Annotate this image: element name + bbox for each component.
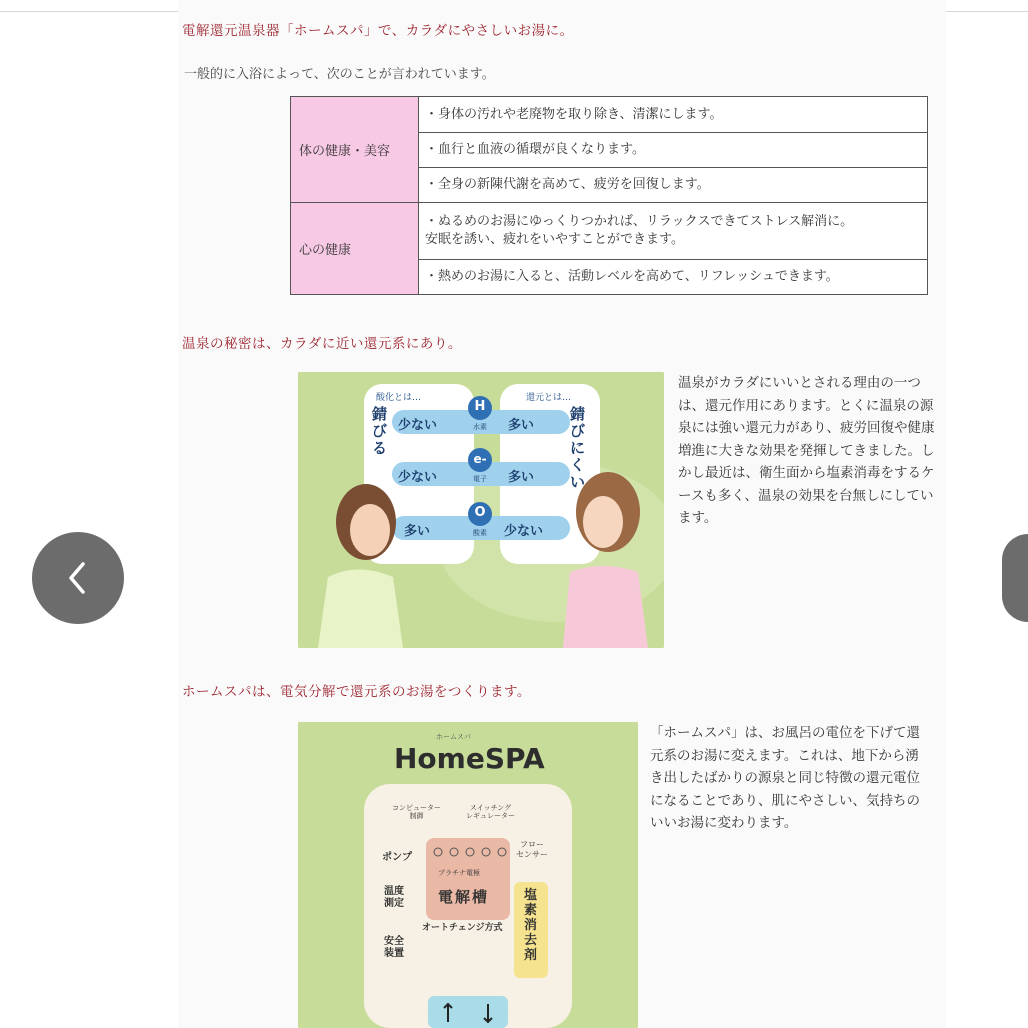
- section3-heading: ホームスパは、電気分解で還元系のお湯をつくります。: [182, 684, 531, 700]
- chevron-left-icon: [63, 558, 93, 598]
- reduction-oxygen-value: 少ない: [504, 524, 544, 539]
- homespa-logo: HomeSPA: [394, 742, 545, 775]
- safety-device-label: 安全 装置: [384, 936, 404, 959]
- auto-change-label: オートチェンジ方式: [422, 923, 503, 933]
- section1-heading: 電解還元温泉器「ホームスパ」で、カラダにやさしいお湯に。: [182, 23, 574, 39]
- oxidation-electron-value: 少ない: [398, 470, 438, 485]
- table-row: [291, 97, 928, 133]
- oxidation-title: 酸化とは…: [376, 393, 422, 403]
- benefit-item: ・ぬるめのお湯にゆっくりつかれば、リラックスできてストレス解消に。 安眠を誘い、疲れをいやすことができます。: [419, 203, 928, 260]
- hydrogen-symbol: H: [474, 399, 486, 414]
- pump-label: ポンプ: [382, 852, 412, 863]
- category-cell: 体の健康・美容: [291, 97, 419, 203]
- reduction-title: 還元とは…: [526, 393, 572, 403]
- section2-body: 温泉がカラダにいいとされる理由の一つは、還元作用にあります。とくに温泉の源泉には強い還元力があり、疲労回復や健康増進に大きな効果を発揮してきました。しかし最近は、衛生面から塩素消毒をするケースも多く、温泉の効果を台無しにしています。: [678, 375, 935, 526]
- electron-symbol: e-: [473, 452, 487, 466]
- reduction-illustration: [298, 372, 664, 648]
- computer-control-label: コンピューター 制御: [392, 804, 441, 820]
- section3-body: 「ホームスパ」は、お風呂の電位を下げて還元系のお湯に変えます。これは、地下から湧き出したばかりの源泉と同じ特徴の還元電位になることであり、肌にやさしい、気持ちのいいお湯に変わります。: [650, 725, 920, 831]
- electron-label: 電子: [473, 475, 487, 483]
- section2-heading: 温泉の秘密は、カラダに近い還元系にあり。: [182, 336, 462, 352]
- next-slide-button[interactable]: [1002, 534, 1028, 622]
- reduction-hydrogen-value: 多い: [508, 418, 535, 433]
- reduction-electron-value: 多い: [508, 470, 535, 485]
- chlorine-remover-label: 塩素消去剤: [524, 888, 538, 963]
- oxygen-symbol: O: [474, 505, 486, 520]
- oxygen-label: 酸素: [473, 529, 487, 537]
- switching-regulator-label: スイッチング レギュレーター: [466, 804, 515, 820]
- benefit-table: [290, 96, 928, 295]
- benefit-item: ・身体の汚れや老廃物を取り除き、清潔にします。: [419, 97, 928, 133]
- platinum-electrode-label: プラチナ電極: [438, 869, 480, 877]
- prev-slide-button[interactable]: [32, 532, 124, 624]
- logo-ruby: ホームスパ: [436, 733, 471, 741]
- flow-sensor-label: フロー センサー: [516, 840, 548, 859]
- oxidation-oxygen-value: 多い: [404, 524, 431, 539]
- rusts-label: 錆びる: [372, 405, 388, 457]
- table-row: [291, 203, 928, 260]
- oxidation-hydrogen-value: 少ない: [398, 418, 438, 433]
- rust-resistant-label: 錆びにくい: [570, 405, 586, 491]
- hydrogen-label: 水素: [473, 423, 487, 431]
- category-cell: 心の健康: [291, 203, 419, 295]
- benefit-item: ・血行と血液の循環が良くなります。: [419, 133, 928, 168]
- benefit-item: ・全身の新陳代謝を高めて、疲労を回復します。: [419, 168, 928, 203]
- benefit-item: ・熱めのお湯に入ると、活動レベルを高めて、リフレッシュできます。: [419, 260, 928, 295]
- homespa-diagram: [298, 722, 638, 1028]
- section1-intro: 一般的に入浴によって、次のことが言われています。: [184, 67, 495, 82]
- electrolysis-tank-label: 電解槽: [438, 888, 490, 906]
- temperature-label: 温度 測定: [384, 886, 404, 909]
